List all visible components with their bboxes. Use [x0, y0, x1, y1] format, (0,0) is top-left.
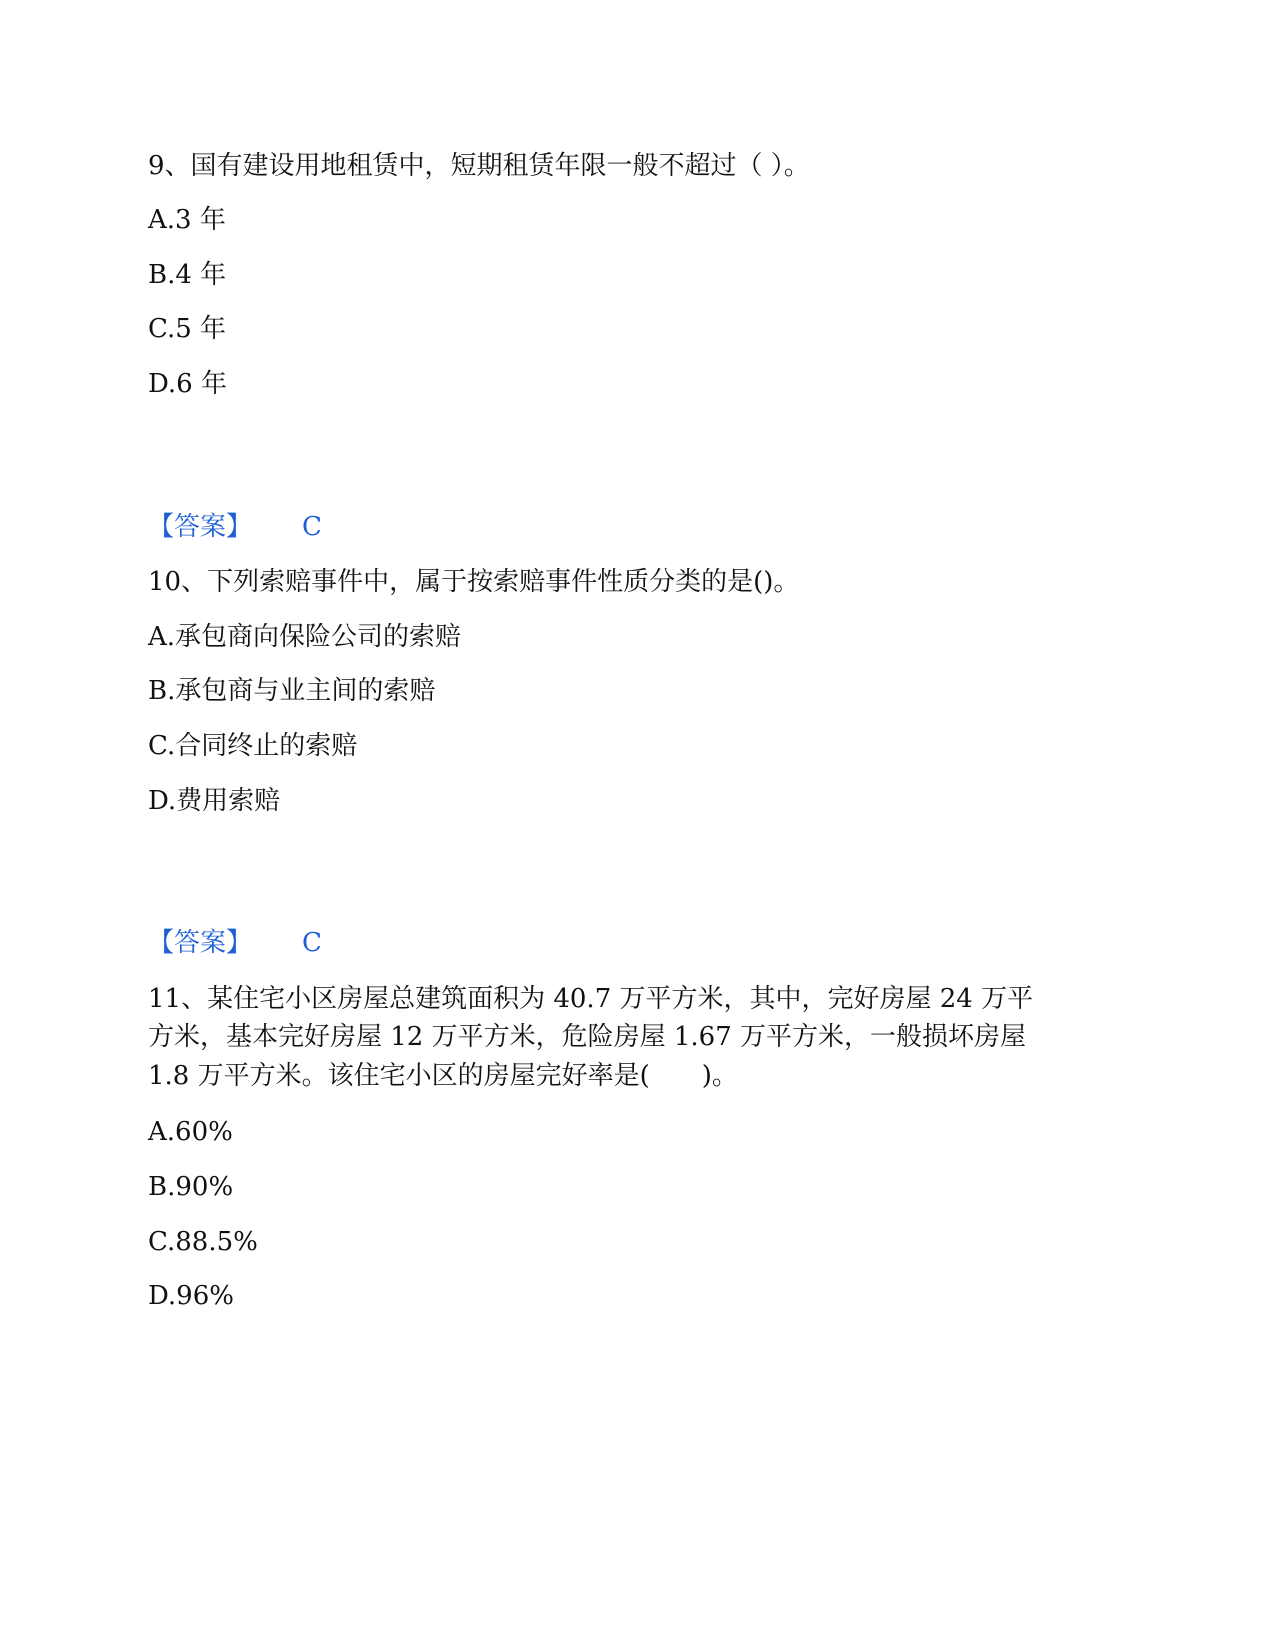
question-11-option-a: A.60% [148, 1117, 233, 1147]
question-9-option-a: A.3 年 [148, 205, 226, 235]
question-11-stem-line-1: 11、某住宅小区房屋总建筑面积为 40.7 万平方米，其中，完好房屋 24 万平 [148, 984, 1034, 1014]
question-10-option-a: A.承包商向保险公司的索赔 [148, 622, 462, 652]
question-11-option-b: B.90% [148, 1172, 234, 1202]
question-9-answer [148, 507, 322, 547]
answer-label: 【答案】 [148, 928, 253, 958]
question-10-answer [148, 923, 322, 963]
question-11-option-d: D.96% [148, 1281, 234, 1311]
question-11-option-c: C.88.5% [148, 1227, 258, 1257]
question-11-stem-line-2: 方米，基本完好房屋 12 万平方米，危险房屋 1.67 万平方米，一般损坏房屋 [148, 1022, 1027, 1052]
question-10-stem: 10、下列索赔事件中，属于按索赔事件性质分类的是()。 [148, 567, 800, 597]
answer-value: C [302, 928, 322, 958]
question-9-stem: 9、国有建设用地租赁中，短期租赁年限一般不超过（ ）。 [148, 151, 810, 181]
answer-value: C [302, 512, 322, 542]
question-11-stem-line-3: 1.8 万平方米。该住宅小区的房屋完好率是( )。 [148, 1061, 738, 1091]
question-9-option-b: B.4 年 [148, 260, 227, 290]
question-9-option-c: C.5 年 [148, 314, 227, 344]
question-10-option-b: B.承包商与业主间的索赔 [148, 676, 436, 706]
question-9-option-d: D.6 年 [148, 369, 227, 399]
answer-label: 【答案】 [148, 512, 253, 542]
question-10-option-c: C.合同终止的索赔 [148, 731, 358, 761]
question-10-option-d: D.费用索赔 [148, 786, 281, 816]
